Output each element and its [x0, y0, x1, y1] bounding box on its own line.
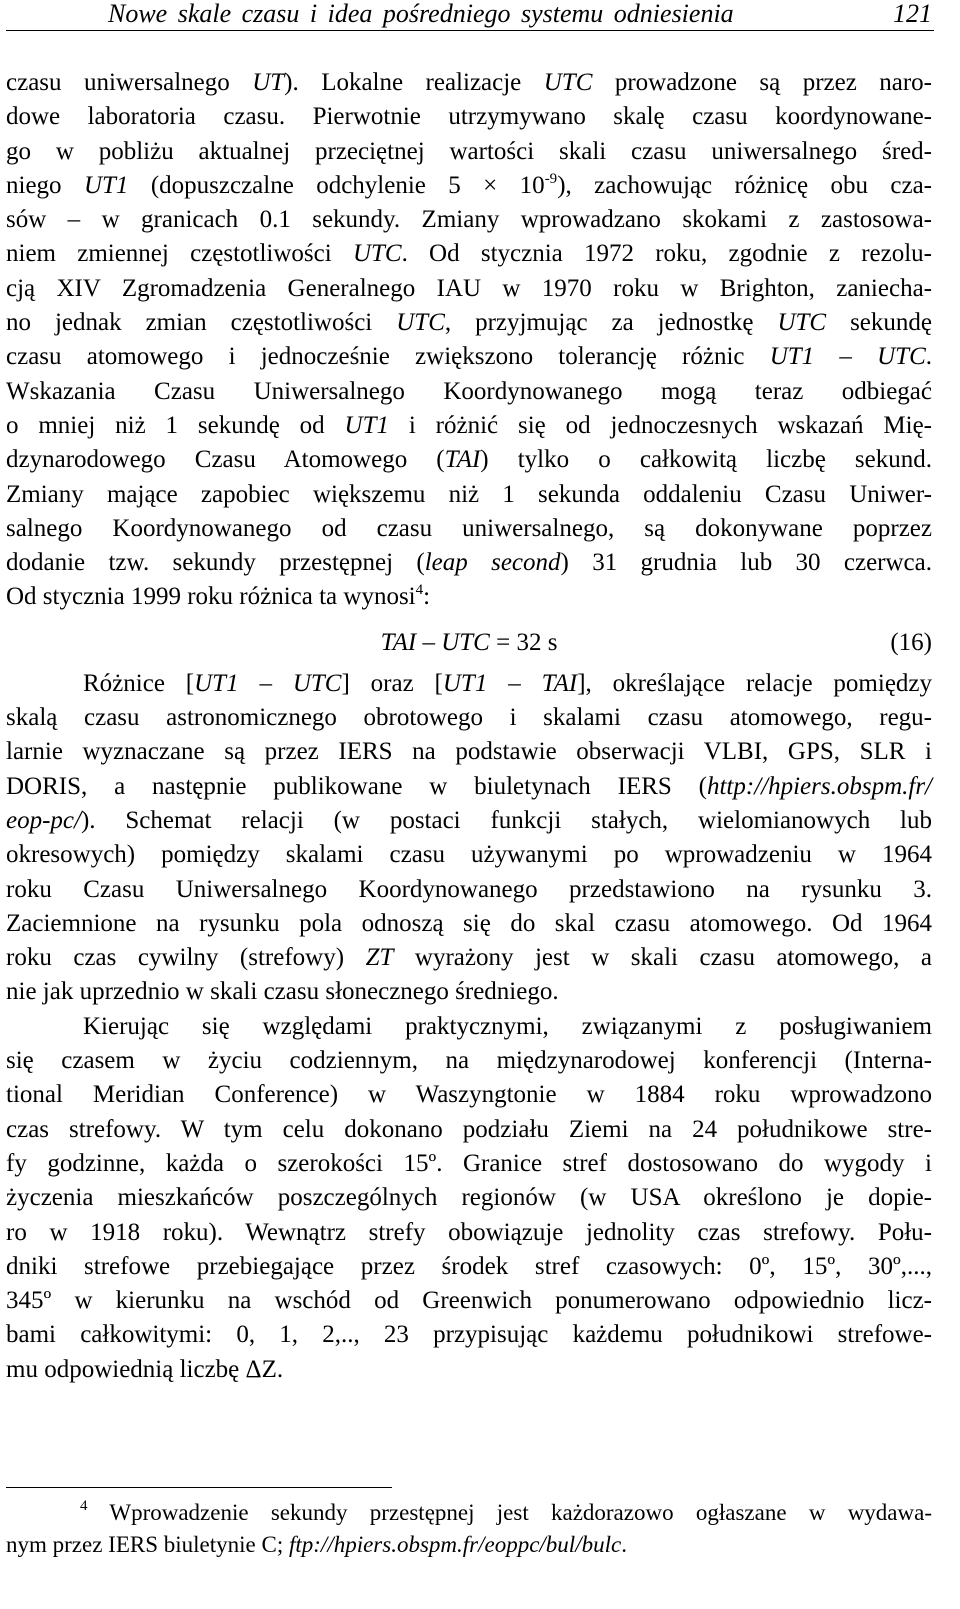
text-line: nie jak uprzednio w skali czasu słonecznego średniego. [6, 978, 559, 1006]
text-line: o mniej niż 1 sekundę od UT1 i różnić się od jednoczesnych wskazań Mię- [6, 411, 932, 439]
text-line: Różnice [UT1 – UTC] oraz [UT1 – TAI], określające relacje pomiędzy [83, 669, 933, 697]
text-line: 345º w kierunku na wschód od Greenwich ponumerowano odpowiednio licz- [6, 1287, 932, 1315]
text-line: $^4$ Wprowadzenie sekundy przestępnej jest każdorazowo ogłaszane w wydawa- [80, 1498, 932, 1525]
text-line: okresowych) pomiędzy skalami czasu używanymi po wprowadzeniu w 1964 [6, 841, 932, 869]
italic-text: TAI [444, 446, 481, 474]
italic-text: http://hpiers.obspm.fr/ [706, 772, 932, 800]
text-line: larnie wyznaczane są przez IERS na podstawie obserwacji VLBI, GPS, SLR i [6, 738, 932, 766]
italic-text: UT1 [769, 343, 815, 371]
text-line: czas strefowy. W tym celu dokonano podziału Ziemi na 24 południkowe stre- [6, 1115, 932, 1143]
text-line: cją XIV Zgromadzenia Generalnego IAU w 1970 roku w Brighton, zaniecha- [6, 274, 932, 302]
text-line: bami całkowitymi: 0, 1, 2,.., 23 przypisując każdemu południkowi strefowe- [6, 1321, 932, 1349]
text-line: go w pobliżu aktualnej przeciętnej wartości skali czasu uniwersalnego śred- [6, 137, 932, 165]
italic-text: UT [252, 69, 285, 96]
footnote [6, 1497, 932, 1561]
text-line: Kierując się względami praktycznymi, związanymi z posługiwaniem [83, 1012, 932, 1040]
text-line: czasu atomowego i jednocześnie zwiększono tolerancję różnic UT1 – UTC. [6, 343, 933, 371]
text-line: Wskazania Czasu Uniwersalnego Koordynowanego mogą teraz odbiegać [6, 377, 932, 405]
text-line: dodanie tzw. sekundy przestępnej (leap second) 31 grudnia lub 30 czerwca. [6, 549, 932, 577]
text-line: Od stycznia 1999 roku różnica ta wynosi$^4$: [6, 582, 431, 611]
superscript: -9 [544, 170, 558, 187]
text-line: się czasem w życiu codziennym, na międzynarodowej konferencji (Interna- [6, 1047, 932, 1075]
italic-text: TAI [380, 628, 417, 656]
page-number: 121 [893, 0, 932, 28]
text-line: niem zmiennej częstotliwości UTC. Od stycznia 1972 roku, zgodnie z rezolu- [6, 240, 932, 268]
text-line: tional Meridian Conference) w Waszyngtonie w 1884 roku wprowadzono [6, 1081, 932, 1109]
italic-text: UT1 [194, 669, 239, 697]
italic-text: ZT [365, 944, 394, 972]
superscript: 4 [80, 1498, 88, 1514]
text-line: dowe laboratoria czasu. Pierwotnie utrzymywano skalę czasu koordynowane- [6, 103, 932, 131]
text-line: czasu uniwersalnego UT). Lokalne realizacje UTC prowadzone są przez naro- [6, 69, 932, 96]
text-line: sów – w granicach 0.1 sekundy. Zmiany wprowadzano skokami z zastosowa- [6, 206, 932, 234]
italic-text: UT1 [344, 411, 389, 439]
text-line: roku Czasu Uniwersalnego Koordynowanego przedstawiono na rysunku 3. [6, 875, 932, 903]
footnote-rule [6, 1487, 392, 1488]
text-line: mu odpowiednią liczbę ΔZ. [6, 1355, 284, 1383]
text-line: Zaciemnione na rysunku pola odnoszą się do skal czasu atomowego. Od 1964 [6, 909, 932, 937]
italic-text: eop-pc/ [6, 806, 81, 834]
italic-text: UT1 [83, 171, 129, 199]
italic-text: ftp://hpiers.obspm.fr/eoppc/bul/bulc [288, 1532, 622, 1557]
italic-text: UTC [777, 309, 827, 337]
body-text [6, 66, 932, 1387]
text-line: dzynarodowego Czasu Atomowego (TAI) tylko o całkowitą liczbę sekund. [6, 446, 932, 474]
italic-text: UTC [441, 628, 490, 656]
italic-text: leap second [424, 549, 561, 577]
text-line: roku czas cywilny (strefowy) ZT wyrażony jest w skali czasu atomowego, a [6, 944, 933, 972]
text-line: dniki strefowe przebiegające przez środek stref czasowych: 0º, 15º, 30º,..., [6, 1252, 932, 1280]
equation-16 [6, 619, 932, 667]
italic-text: TAI [541, 669, 578, 697]
text-line: eop-pc/). Schemat relacji (w postaci funkcji stałych, wielomianowych lub [6, 806, 932, 834]
text-line: niego UT1 (dopuszczalne odchylenie $5 \times 10^{-9}$), zachowując różnicę obu cza- [6, 170, 933, 199]
paragraph [6, 66, 932, 615]
running-header [6, 0, 934, 31]
text-line: skalą czasu astronomicznego obrotowego i skalami czasu atomowego, regu- [6, 704, 932, 732]
text-line: Zmiany mające zapobiec większemu niż 1 sekunda oddaleniu Czasu Uniwer- [6, 480, 932, 508]
running-title: Nowe skale czasu i idea pośredniego systemu odniesienia [108, 0, 734, 28]
text-line: ro w 1918 roku). Wewnątrz strefy obowiązuje jednolity czas strefowy. Połu- [6, 1218, 932, 1246]
equation-text: TAI – UTC = 32 s [380, 628, 558, 656]
paragraph [6, 667, 932, 1010]
superscript: 4 [415, 582, 424, 599]
text-line: życzenia mieszkańców poszczególnych regionów (w USA określono je dopie- [6, 1184, 932, 1212]
italic-text: UTC [352, 240, 402, 268]
text-line: DORIS, a następnie publikowane w biuletynach IERS (http://hpiers.obspm.fr/ [6, 772, 932, 800]
text-line: no jednak zmian częstotliwości UTC, przyjmując za jednostkę UTC sekundę [6, 309, 932, 337]
italic-text: UT1 [442, 669, 488, 697]
text-line: salnego Koordynowanego od czasu uniwersalnego, są dokonywane poprzez [6, 514, 932, 542]
text-line: fy godzinne, każda o szerokości 15º. Granice stref dostosowano do wygody i [6, 1149, 932, 1177]
italic-text: UTC [877, 343, 926, 371]
italic-text: UTC [292, 669, 342, 697]
text-line: nym przez IERS biuletynie C; ftp://hpiers.obspm.fr/eoppc/bul/bulc. [6, 1532, 627, 1557]
italic-text: UTC [543, 69, 593, 96]
paragraph [6, 1010, 932, 1387]
equation-number: (16) [890, 628, 932, 656]
italic-text: UTC [396, 309, 445, 337]
